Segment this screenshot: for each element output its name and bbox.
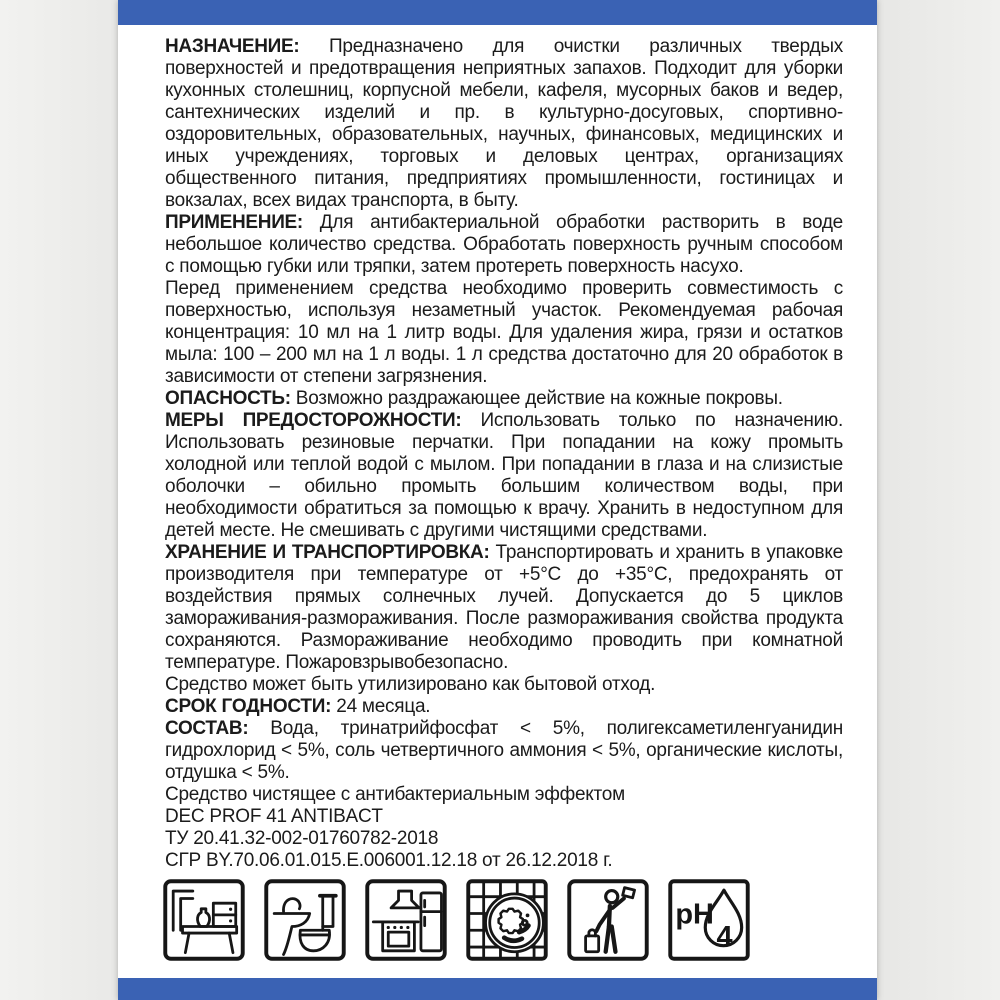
product-name: DEC PROF 41 ANTIBACT: [165, 806, 383, 827]
waste-disposal-icon: [566, 878, 650, 962]
section-usage: [165, 212, 843, 278]
section-text: Перед применением средства необходимо проверить совместимость с поверхностью, используя незаметный участок. Рекомендуемая рабочая концентрация: 10 мл на 1 литр воды. Для удаления жира, грязи и остатков мыла: 100 – 200 мл на 1 л воды. 1 л средства достаточно для 20 обработок в зависимости от степени загрязнения.: [165, 278, 843, 387]
ph-icon: [667, 878, 751, 962]
furniture-room-icon: [162, 878, 246, 962]
section-text: Для антибактериальной обработки растворить в воде небольшое количество средства. Обработать поверхность ручным способом с помощью губки или тряпки, затем протереть поверхность насухо.: [165, 212, 843, 277]
section-text: Средство может быть утилизировано как бытовой отход.: [165, 674, 656, 695]
section-text: Вода, тринатрийфосфат < 5%, полигексаметиленгуанидин гидрохлорид < 5%, соль четвертичного аммония < 5%, органические кислоты, отдушка < 5%.: [165, 718, 844, 783]
page-background-right: [877, 0, 1000, 1000]
section-storage: [165, 542, 843, 674]
top-accent-bar: [118, 0, 877, 25]
section-heading: ОПАСНОСТЬ:: [165, 388, 291, 409]
ph-label: pH: [675, 898, 714, 931]
product-label: [118, 0, 877, 1000]
bathroom-icon: [263, 878, 347, 962]
antibacterial-surface-icon: [465, 878, 549, 962]
ph-value: 4: [716, 921, 733, 954]
product-tu-code: ТУ 20.41.32-002-01760782-2018: [165, 828, 439, 849]
section-text: 24 месяца.: [336, 696, 431, 717]
section-text: Использовать только по назначению. Использовать резиновые перчатки. При попадании на кожу промыть холодной или теплой водой с мылом. При попадании в глаза и на слизистые оболочки – обильно промыть большим количеством воды, при необходимости обратиться за помощью к врачу. Хранить в недоступном для детей месте. Не смешивать с другими чистящими средствами.: [165, 410, 844, 541]
section-heading: ХРАНЕНИЕ И ТРАНСПОРТИРОВКА:: [165, 542, 490, 563]
section-heading: МЕРЫ ПРЕДОСТОРОЖНОСТИ:: [165, 410, 462, 431]
section-text: Возможно раздражающее действие на кожные покровы.: [295, 388, 783, 409]
section-usage-note: [165, 278, 843, 388]
section-heading: НАЗНАЧЕНИЕ:: [165, 36, 300, 57]
section-text: Транспортировать и хранить в упаковке производителя при температуре от +5°С до +35°С, предохранять от воздействия прямых солнечных лучей. Допускается до 5 циклов замораживания-размораживания. После размораживания свойства продукта сохраняются. Размораживание необходимо проводить при комнатной температуре. Пожаровзрывобезопасно.: [165, 542, 843, 673]
section-composition: [165, 718, 843, 784]
usage-icons-row: [162, 878, 751, 962]
section-precautions: [165, 410, 843, 542]
section-disposal-note: [165, 674, 843, 696]
section-text: Предназначено для очистки различных твердых поверхностей и предотвращения неприятных запахов. Подходит для уборки кухонных столешниц, корпусной мебели, кафеля, мусорных баков и ведер, сантехнических изделий и пр. в культурно-досуговых, спортивно-оздоровительных, образовательных, научных, финансовых, медицинских и иных учреждениях, торговых и деловых центрах, организациях общественного питания, предприятиях промышленности, гостиницах и вокзалах, всех видах транспорта, в быту.: [165, 36, 844, 211]
section-shelf-life: [165, 696, 843, 718]
kitchen-icon: [364, 878, 448, 962]
product-sgr-code: СГР BY.70.06.01.015.Е.006001.12.18 от 26.12.2018 г.: [165, 850, 613, 871]
section-purpose: [165, 36, 843, 212]
section-danger: [165, 388, 843, 410]
section-heading: СОСТАВ:: [165, 718, 249, 739]
bottom-accent-bar: [118, 978, 877, 1000]
product-description: Средство чистящее с антибактериальным эффектом: [165, 784, 625, 805]
label-text: [165, 36, 843, 872]
section-heading: СРОК ГОДНОСТИ:: [165, 696, 332, 717]
page-background-left: [0, 0, 118, 1000]
section-heading: ПРИМЕНЕНИЕ:: [165, 212, 303, 233]
